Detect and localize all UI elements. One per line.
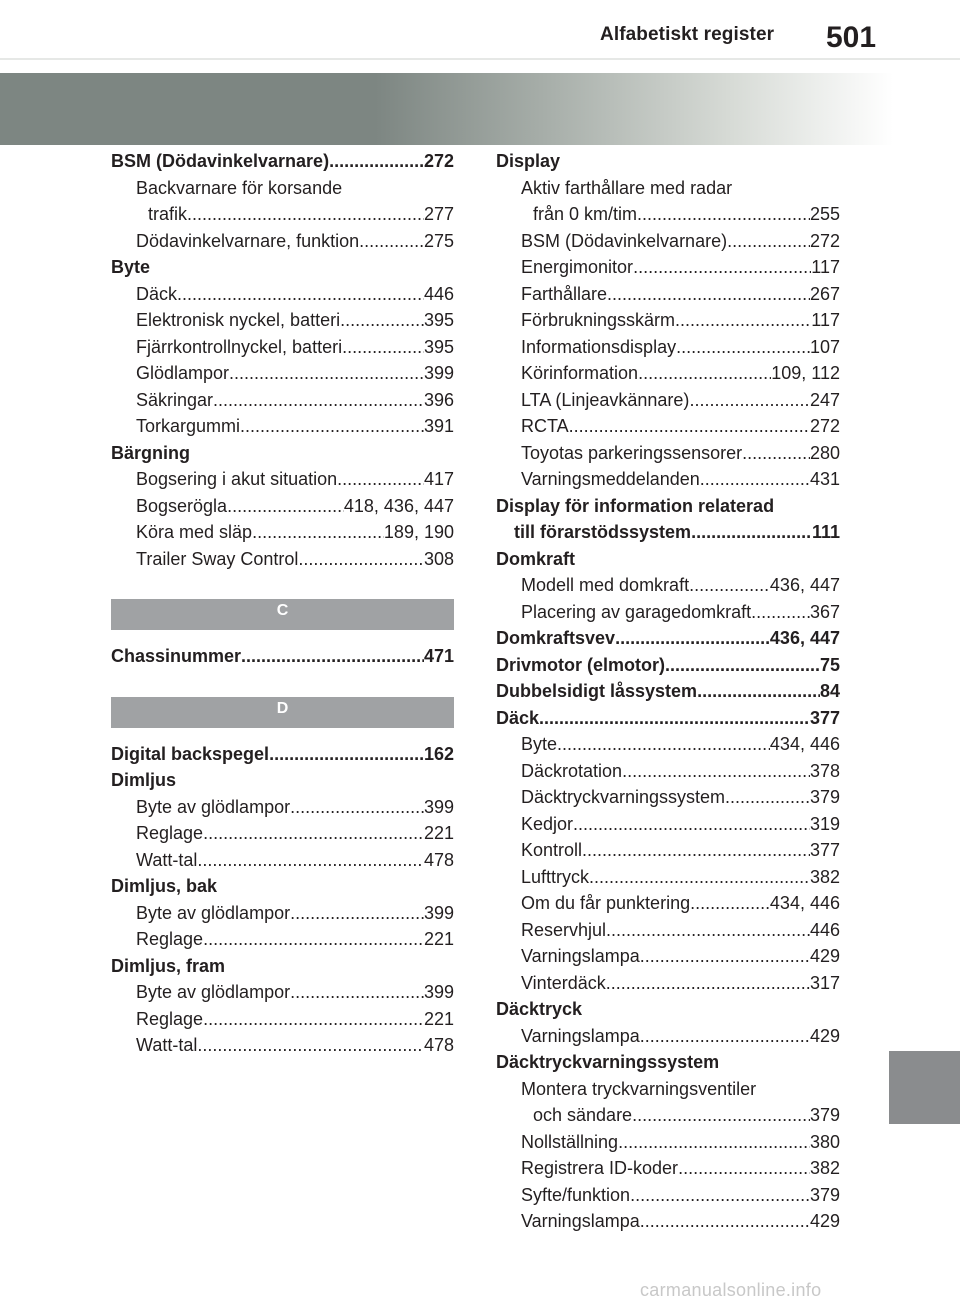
index-subentry: Byte av glödlampor ..... 399	[111, 900, 454, 927]
index-subentry: Bogsering i akut situation ..... 417	[111, 466, 454, 493]
index-entry: Dimljus, bak	[111, 876, 218, 896]
index-entry: Dimljus	[111, 770, 177, 790]
header-divider	[0, 58, 960, 60]
index-column-right	[496, 148, 840, 1235]
index-subentry: Lufttryck ..... 382	[496, 864, 840, 891]
index-subentry: Aktiv farthållare med radar	[521, 177, 733, 198]
index-subentry: Däck ..... 446	[111, 281, 454, 308]
index-subentry: Reglage ..... 221	[111, 820, 454, 847]
index-entry: Dubbelsidigt låssystem ..... 84	[496, 678, 840, 705]
index-subentry: Elektronisk nyckel, batteri ..... 395	[111, 307, 454, 334]
index-subentry: Körinformation ..... 109, 112	[496, 360, 840, 387]
index-subentry: Förbrukningsskärm ..... 117	[496, 307, 840, 334]
header-banner	[0, 73, 893, 145]
chapter-thumb-tab	[889, 1051, 960, 1124]
index-subentry: Nollställning ..... 380	[496, 1129, 840, 1156]
index-subentry: Varningslampa ..... 429	[496, 1208, 840, 1235]
index-subentry: Reglage ..... 221	[111, 1006, 454, 1033]
section-header-c: C	[111, 599, 454, 630]
index-entry: Dimljus, fram	[111, 955, 226, 976]
index-entry: Digital backspegel ..... 162	[111, 741, 454, 768]
index-subentry: Watt-tal ..... 478	[111, 1032, 454, 1059]
index-subentry: Däckrotation ..... 378	[496, 758, 840, 785]
index-subentry: Farthållare ..... 267	[496, 281, 840, 308]
index-entry: Drivmotor (elmotor) ..... 75	[496, 652, 840, 679]
index-entry: Domkraft	[496, 548, 576, 569]
index-subentry: trafik ..... 277	[111, 201, 454, 228]
index-subentry: från 0 km/tim ..... 255	[496, 201, 840, 228]
index-subentry: Köra med släp ..... 189, 190	[111, 519, 454, 546]
index-entry: till förarstödssystem ..... 111	[496, 519, 840, 546]
index-entry: Domkraftsvev ..... 436, 447	[496, 625, 840, 652]
index-subentry: Energimonitor ..... 117	[496, 254, 840, 281]
section-header-d: D	[111, 697, 454, 728]
index-subentry: Modell med domkraft ..... 436, 447	[496, 572, 840, 599]
index-subentry: Watt-tal ..... 478	[111, 847, 454, 874]
index-subentry: Reservhjul ..... 446	[496, 917, 840, 944]
index-subentry: LTA (Linjeavkännare) ..... 247	[496, 387, 840, 414]
index-subentry: Reglage ..... 221	[111, 926, 454, 953]
index-subentry: Byte av glödlampor ..... 399	[111, 794, 454, 821]
index-subentry: Montera tryckvarningsventiler	[521, 1078, 757, 1099]
index-subentry: Informationsdisplay ..... 107	[496, 334, 840, 361]
index-subentry: Fjärrkontrollnyckel, batteri ..... 395	[111, 334, 454, 361]
index-subentry: Torkargummi ..... 391	[111, 413, 454, 440]
index-subentry: Däcktryckvarningssystem ..... 379	[496, 784, 840, 811]
index-subentry: Vinterdäck ..... 317	[496, 970, 840, 997]
page-number: 501	[826, 21, 877, 54]
index-entry: Däck ..... 377	[496, 705, 840, 732]
index-subentry: Varningslampa ..... 429	[496, 943, 840, 970]
index-subentry: Toyotas parkeringssensorer ..... 280	[496, 440, 840, 467]
index-subentry: Bogserögla ..... 418, 436, 447	[111, 493, 454, 520]
index-subentry: Byte ..... 434, 446	[496, 731, 840, 758]
index-subentry: Backvarnare för korsande	[136, 177, 343, 198]
index-entry: Bärgning	[111, 442, 190, 463]
index-subentry: Glödlampor ..... 399	[111, 360, 454, 387]
page-header-title: Alfabetiskt register	[600, 24, 775, 45]
index-subentry: Syfte/funktion ..... 379	[496, 1182, 840, 1209]
index-subentry: Registrera ID-koder ..... 382	[496, 1155, 840, 1182]
index-subentry: Byte av glödlampor ..... 399	[111, 979, 454, 1006]
index-subentry: Varningsmeddelanden ..... 431	[496, 466, 840, 493]
index-entry: Display för information relaterad	[496, 495, 775, 516]
index-subentry: och sändare ..... 379	[496, 1102, 840, 1129]
index-entry: Display	[496, 151, 561, 171]
index-subentry: Dödavinkelvarnare, funktion ..... 275	[111, 228, 454, 255]
index-column-left	[111, 148, 454, 1059]
index-entry: BSM (Dödavinkelvarnare) ..... 272	[111, 148, 454, 175]
index-subentry: Om du får punktering ..... 434, 446	[496, 890, 840, 917]
index-entry: Byte	[111, 257, 151, 277]
index-entry: Däcktryckvarningssystem	[496, 1052, 720, 1072]
index-subentry: Säkringar ..... 396	[111, 387, 454, 414]
watermark: carmanualsonline.info	[640, 1280, 822, 1300]
index-entry: Chassinummer ..... 471	[111, 643, 454, 670]
index-subentry: Varningslampa ..... 429	[496, 1023, 840, 1050]
index-subentry: RCTA ..... 272	[496, 413, 840, 440]
index-subentry: BSM (Dödavinkelvarnare) ..... 272	[496, 228, 840, 255]
index-entry: Däcktryck	[496, 999, 583, 1019]
index-subentry: Kedjor ..... 319	[496, 811, 840, 838]
index-subentry: Trailer Sway Control ..... 308	[111, 546, 454, 573]
index-subentry: Placering av garagedomkraft ..... 367	[496, 599, 840, 626]
index-subentry: Kontroll ..... 377	[496, 837, 840, 864]
